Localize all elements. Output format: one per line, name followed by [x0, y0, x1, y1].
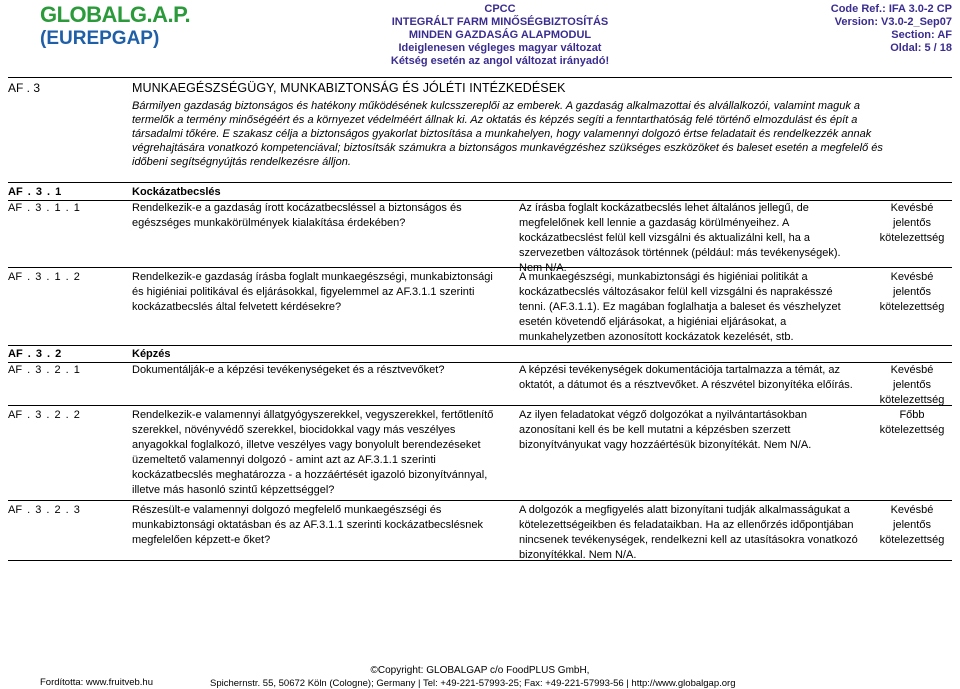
translated-by: Fordította: www.fruitveb.hu: [40, 677, 153, 688]
subsection-code: AF . 3 . 2: [8, 348, 62, 360]
divider: [8, 405, 952, 406]
item-code: AF . 3 . 2 . 1: [8, 364, 80, 376]
section-intro: Bármilyen gazdaság biztonságos és hatékony működésének kulcsszereplői az emberek. A gazdaság alkalmazottai és alvállalkozói, valamint maguk a termelők a termény minőségéért és a környezet védelméért állnak ki. Az oktatás és képzés segíti a fenntarthatóság felé történő elmozdulást és épít a társadalmi tőkére. E szakasz célja a biztonságos gyakorlat biztosítása a munkahelyen, hogy valamennyi dolgozó értse feladatait és rendelkezzék annak végrehajtására vonatkozó kompetenciával; biztosítsák számukra a biztonságos munkavégzéshez szükséges eszközöket és baleset esetén a megfelelő és időbeni segítségnyújtás rendelkezésre álljon.: [132, 100, 883, 168]
section-code: AF . 3: [8, 81, 41, 95]
header-version-note: Ideiglenesen végleges magyar változat: [398, 42, 602, 54]
item-question: Rendelkezik-e gazdaság írásba foglalt munkaegészségi, munkabiztonsági és higiéniai politikával és eljárásokkal, figyelemmel az AF.3.1.1 szerinti kockázatbecslés által felvetett kérdésekre?: [132, 271, 493, 313]
copyright: ©Copyright: GLOBALGAP c/o FoodPLUS GmbH,: [370, 665, 590, 676]
code-ref: Code Ref.: IFA 3.0-2 CP: [830, 3, 952, 15]
item-question: Rendelkezik-e valamennyi állatgyógyszerekkel, vegyszerekkel, fertőtlenítő szerekkel, növényvédő szerekkel, biocidokkal vagy más veszélyes anyagokkal foglalkozó, illetve veszélyes vagy bonyolult berendezéseket üzemeltető valamennyi dolgozó - amint azt az AF.3.1.1 szerinti kockázatbecslés meghatározza - a hozzáértését igazoló bizonyítvánnyal, illetve más hasonló szintű képzettséggel?: [132, 409, 494, 496]
item-criteria: A munkaegészségi, munkabiztonsági és higiéniai politikát a kockázatbecslés változásakor felül kell vizsgálni és naprakésszé tenni. (AF.3.1.1). Ez magában foglalhatja a baleset és vészhelyzet esetén követendő eljárásokat, a higiéniai eljárásokat, a munkahelyzetben azonosított kockázatok kezelését, stb.: [519, 271, 841, 343]
divider: [8, 345, 952, 346]
item-level: Főbb kötelezettség: [879, 409, 945, 436]
item-code: AF . 3 . 2 . 2: [8, 409, 80, 421]
item-code: AF . 3 . 2 . 3: [8, 504, 80, 516]
footer-address: Spichernstr. 55, 50672 Köln (Cologne); Germany | Tel: +49-221-57993-25; Fax: +49-221-57993-56 | http://www.globalgap.org: [210, 678, 736, 689]
divider: [8, 182, 952, 183]
header-right-block: [752, 3, 952, 55]
header-language-note: Kétség esetén az angol változat irányadó!: [390, 55, 610, 67]
page-number: Oldal: 5 / 18: [890, 42, 952, 54]
header-cpcc: CPCC: [484, 3, 516, 15]
section-label: Section: AF: [891, 29, 952, 41]
subsection-title: Képzés: [132, 348, 171, 360]
section-title: MUNKAEGÉSZSÉGÜGY, MUNKABIZTONSÁG ÉS JÓLÉTI INTÉZKEDÉSEK: [132, 81, 566, 95]
item-criteria: A dolgozók a megfigyelés alatt bizonyítani tudják alkalmasságukat a kötelezettségeikben és feladataikban. Ha az ellenőrzés időpontjában nincsenek tevékenységek, rendelkezni kell az utasításokra vonatkozó bizonyítékkal. Nem N/A.: [519, 504, 858, 561]
version: Version: V3.0-2_Sep07: [834, 16, 952, 28]
item-criteria: Az ilyen feladatokat végző dolgozókat a nyilvántartásokban azonosítani kell és be kell mutatni a képzésben szerzett bizonyítványukat vagy hozzáértésük bizonyítékát. Nem N/A.: [519, 409, 812, 451]
divider: [8, 267, 952, 268]
header-module: MINDEN GAZDASÁG ALAPMODUL: [408, 29, 592, 41]
subsection-code: AF . 3 . 1: [8, 186, 62, 198]
globalgap-logo: [40, 3, 190, 49]
divider: [8, 560, 952, 561]
logo-bottom-text: (EUREPGAP): [40, 28, 160, 49]
item-criteria: A képzési tevékenységek dokumentációja tartalmazza a témát, az oktatót, a dátumot és a résztvevőket. A részvétel bizonyítéka előírás.: [519, 364, 853, 391]
item-question: Részesült-e valamennyi dolgozó megfelelő munkaegészségi és munkabiztonsági oktatásban és az AF.3.1.1 szerinti kockázatbecslésnek megfelelően képzett-e őket?: [132, 504, 483, 546]
divider: [8, 500, 952, 501]
item-question: Rendelkezik-e a gazdaság írott kocázatbecsléssel a biztonságos és egészséges munkakörülmények kialakítása érdekében?: [132, 202, 462, 229]
header-center-block: [380, 3, 620, 68]
item-level: Kevésbé jelentős kötelezettség: [879, 504, 945, 546]
item-criteria: Az írásba foglalt kockázatbecslés lehet általános jellegű, de megfelelőnek kell lennie a gazdaság körülményeihez. A kockázatbecslést felül kell vizsgálni és aktualizálni kell, ha a szervezetben változások történnek (például: más tevékenységek). Nem N/A.: [519, 202, 841, 274]
header-divider: [8, 77, 952, 78]
subsection-title: Kockázatbecslés: [132, 186, 221, 198]
logo-top-text: GLOBALG.A.P.: [40, 2, 191, 27]
item-level: Kevésbé jelentős kötelezettség: [879, 271, 945, 313]
item-question: Dokumentálják-e a képzési tevékenységeket és a résztvevőket?: [132, 364, 445, 376]
item-code: AF . 3 . 1 . 1: [8, 202, 80, 214]
item-level: Kevésbé jelentős kötelezettség: [879, 364, 945, 406]
page-header: [0, 0, 960, 70]
item-level: Kevésbé jelentős kötelezettség: [879, 202, 945, 244]
item-code: AF . 3 . 1 . 2: [8, 271, 80, 283]
header-title: INTEGRÁLT FARM MINŐSÉGBIZTOSÍTÁS: [391, 16, 609, 28]
